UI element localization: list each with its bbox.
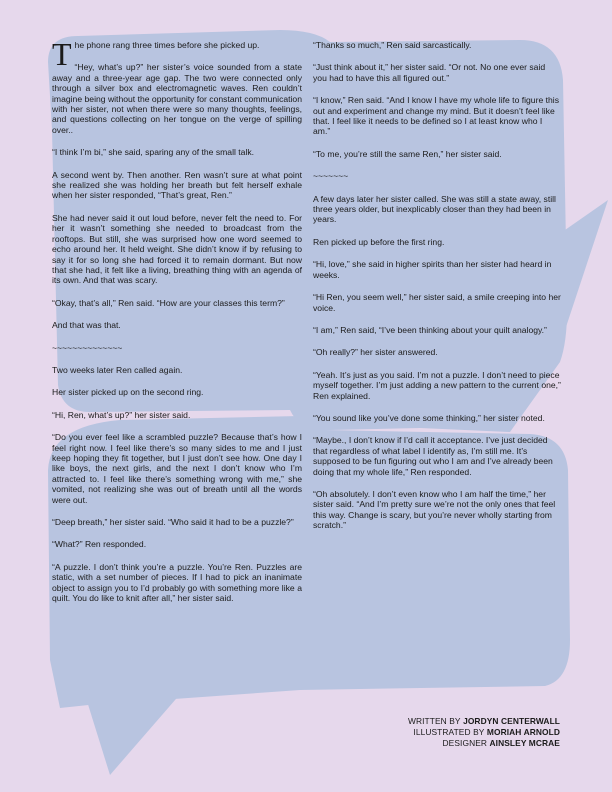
drop-cap: T xyxy=(52,36,72,72)
story-paragraph: Her sister picked up on the second ring. xyxy=(52,387,204,398)
story-paragraph: A second went by. Then another. Ren wasn’t sure at what point she realized she was holding her breath but felt herself exhale when her sister responded, “That’s great, Ren.” xyxy=(52,169,302,201)
scene-break: ~~~~~~~ xyxy=(313,171,349,182)
story-paragraph: “I know,” Ren said. “And I know I have my whole life to figure this out and experiment and change my mind. But it doesn’t feel like that. I feel like it needs to be defined so I at least know who I am.” xyxy=(313,95,559,137)
lower-bubble-tail xyxy=(86,692,182,775)
story-paragraph: “Oh really?” her sister answered. xyxy=(313,347,438,358)
story-paragraph: “Just think about it,” her sister said. “Or not. No one ever said you had to have this all figured out.” xyxy=(313,62,546,83)
story-paragraph: Ren picked up before the first ring. xyxy=(313,236,445,247)
story-paragraph: Two weeks later Ren called again. xyxy=(52,364,183,375)
story-right-column xyxy=(313,40,561,543)
story-left-column xyxy=(52,36,302,615)
story-paragraph: “You sound like you’ve done some thinking,” her sister noted. xyxy=(313,412,545,423)
story-paragraph: “Deep breath,” her sister said. “Who said it had to be a puzzle?” xyxy=(52,517,294,527)
story-paragraph: “To me, you’re still the same Ren,” her sister said. xyxy=(313,148,502,159)
credit-illustrator: ILLUSTRATED BY MORIAH ARNOLD xyxy=(413,727,560,737)
story-paragraph: “Maybe., I don’t know if I’d call it acceptance. I’ve just decided that regardless of what label I identify as, I’m still me. It’s supposed to be fun figuring out who I am and I’ve already been doing that my whole life,” Ren responded. xyxy=(313,435,553,477)
story-paragraph: “Hi, Ren, what’s up?” her sister said. xyxy=(52,409,191,420)
story-paragraph: “Yeah. It’s just as you said. I’m not a puzzle. I don’t need to piece myself together. I’m just adding a new pattern to the current one,” Ren explained. xyxy=(313,369,561,401)
story-paragraph: “I am,” Ren said, “I’ve been thinking about your quilt analogy.” xyxy=(313,324,547,335)
story-paragraph: “Hi, love,” she said in higher spirits than her sister had heard in weeks. xyxy=(313,259,552,280)
scene-break: ~~~~~~~~~~~~~~ xyxy=(52,342,123,353)
story-paragraph: And that was that. xyxy=(52,320,121,331)
story-paragraph: “Okay, that’s all,” Ren said. “How are your classes this term?” xyxy=(52,297,285,308)
credits-block xyxy=(408,716,560,749)
story-paragraph: “Thanks so much,” Ren said sarcastically. xyxy=(313,40,472,50)
story-paragraph: “A puzzle. I don’t think you’re a puzzle. You’re Ren. Puzzles are static, with a set number of pieces. If I had to pick an inanimate object to assign you to I’d probably go with something more like a quilt. You do like to knit after all,” her sister said. xyxy=(52,561,302,604)
story-paragraph: “Do you ever feel like a scrambled puzzle? Because that’s how I feel right now. I feel like there’s so many sides to me and I just keep hoping they fit together, but I just don’t see how. One day I like boys, the next girls, and the next I don’t know who I’m attracted to. I feel like there’s something wrong with me,” she vomited, not realizing she was out of breath until all the words were out. xyxy=(52,432,302,505)
story-paragraph: She had never said it out loud before, never felt the need to. For her it wasn’t something she needed to broadcast from the rooftops. But still, she was surprised how one word seemed to echo around her. It held weight. She didn’t know if by refusing to say it for so long she had forced it to remain dormant. But now that she had, it felt like a living, breathing thing with an agenda of its own. And that was scary. xyxy=(52,212,302,286)
story-paragraph: “What?” Ren responded. xyxy=(52,539,147,550)
credit-writer: WRITTEN BY JORDYN CENTERWALL xyxy=(407,716,560,726)
story-paragraph: “Oh absolutely. I don’t even know who I am half the time,” her sister said. “And I’m pretty sure we’re not the only ones that feel this way. Change is scary, but you’re never wholly starting from scratch.” xyxy=(313,488,556,531)
credit-designer: DESIGNER AINSLEY MCRAE xyxy=(442,738,560,748)
story-paragraph: “Hi Ren, you seem well,” her sister said, a smile creeping into her voice. xyxy=(313,292,561,313)
upper-bubble-tail xyxy=(565,200,608,330)
story-paragraph: The phone rang three times before she picked up. xyxy=(52,36,260,72)
story-paragraph: A few days later her sister called. She was still a state away, still three years older, but inexplicably closer than they had been in years. xyxy=(313,193,556,225)
story-paragraph: “I think I’m bi,” she said, sparing any of the small talk. xyxy=(52,147,255,158)
story-paragraph: “Hey, what’s up?” her sister’s voice sounded from a state away and a three-year age gap. The two were connected only through a silver box and electromagnetic waves. Ren couldn’t imagine being without the opportunity for constant communication with her sister, not when there were so many thoughts, feelings, and questions collecting on her tongue on the verge of spilling over.. xyxy=(52,62,302,135)
